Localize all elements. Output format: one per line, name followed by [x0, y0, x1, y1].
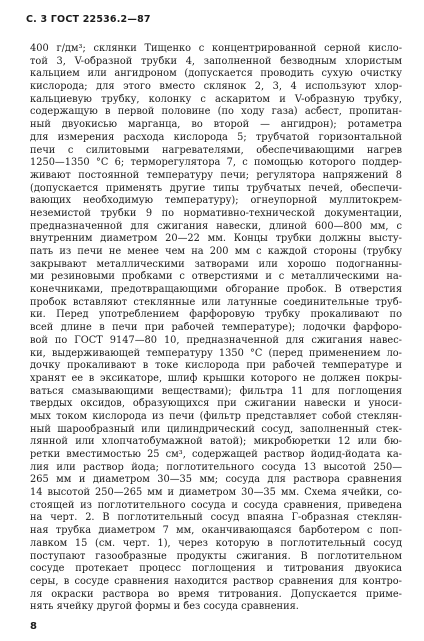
text-line: ный двуокисью марганца, во второй — ангидрон); ротаметра [30, 119, 402, 131]
page-header: С. 3 ГОСТ 22536.2—87 [26, 14, 151, 25]
text-line: живают постоянной температуру печи; регулятора напряжений 8 [30, 169, 402, 181]
text-line: ная трубка диаметром 7 мм, оканчивающаяся барботером с поп- [30, 525, 402, 537]
text-line: печи с силитовыми нагревателями, обеспечивающими нагрев [30, 144, 402, 156]
text-line: ми резиновыми пробками с отверстиями и с металлическими на- [30, 271, 402, 283]
text-line: ки, выдерживающей температуру 1350 °C (перед применением ло- [30, 347, 402, 359]
text-line: твердых оксидов, образующихся при сжигании навески и уноси- [30, 398, 402, 410]
text-line: 14 высотой 250—265 мм и диаметром 30—35 мм. Схема ячейки, со- [30, 487, 402, 499]
text-line: пробок вставляют стеклянные или латунные соединительные труб- [30, 296, 402, 308]
text-line: (допускается применять другие типы трубчатых печей, обеспечи- [30, 182, 402, 194]
text-line: лянной или хлопчатобумажной ватой); микробюретки 12 или бю- [30, 436, 402, 448]
text-line: мых током кислорода из печи (фильтр представляет собой стеклян- [30, 410, 402, 422]
text-line: лавком 15 (см. черт. 1), через которую в поглотительный сосуд [30, 537, 402, 549]
body-text [30, 43, 402, 614]
text-line: кальцием или ангидроном (допускается проводить сухую очистку [30, 68, 402, 80]
text-line: серы, в сосуде сравнения находится раствор сравнения для контро- [30, 575, 402, 587]
text-line: кальциевую трубку, колонку с аскаритом и V-образную трубку, [30, 93, 402, 105]
text-line: конечниками, предотвращающими обгорание пробок. В отверстия [30, 284, 402, 296]
text-line: лия или раствор йода; поглотительного сосуда 13 высотой 250— [30, 461, 402, 473]
text-line: вающих необходимую температуру); огнеупорной муллитокрем- [30, 195, 402, 207]
text-line: 400 г/дм³; склянки Тищенко с концентрированной серной кисло- [30, 43, 402, 54]
text-line: кислорода; для этого вместо склянок 2, 3, 4 используют хлор- [30, 81, 402, 93]
text-line: ки. Перед употреблением фарфоровую трубку прокаливают по [30, 309, 402, 321]
page-number: 8 [30, 621, 37, 632]
text-line: той 3, V-образной трубки 4, заполненной безводным хлористым [30, 55, 402, 67]
text-line: ваться смазывающими веществами); фильтра 11 для поглощения [30, 385, 402, 397]
text-line: хранят ее в эксикаторе, шлиф крышки которого не должен покры- [30, 372, 402, 384]
text-line: 265 мм и диаметром 30—35 мм; сосуда для раствора сравнения [30, 474, 402, 486]
text-line: дочку прокаливают в токе кислорода при рабочей температуре и [30, 360, 402, 372]
text-line: поступают газообразные продукты сжигания. В поглотительном [30, 550, 402, 562]
text-line: ретки вместимостью 25 см³, содержащей раствор йодид-йодата ка- [30, 449, 402, 460]
text-line: нять ячейку другой формы и без сосуда сравнения. [30, 601, 299, 613]
text-line: вой по ГОСТ 9147—80 10, предназначенной для сжигания навес- [30, 334, 402, 346]
text-line: ля окраски раствора во время титрования. Допускается приме- [30, 588, 402, 600]
text-line: для измерения расхода кислорода 5; трубчатой горизонтальной [30, 131, 402, 143]
text-line: содержащую в первой половине (по ходу газа) асбест, пропитан- [30, 106, 402, 118]
text-line: на черт. 2. В поглотительный сосуд впаяна Г-образная стеклян- [30, 512, 402, 524]
text-line: ный шарообразный или цилиндрический сосуд, заполненный стек- [30, 423, 402, 435]
text-line: неземистой трубки 9 по нормативно-технической документации, [30, 207, 402, 219]
text-line: 1250—1350 °C 6; терморегулятора 7, с помощью которого поддер- [30, 157, 402, 169]
text-line: предназначенной для сжигания навески, длиной 600—800 мм, с [30, 220, 402, 232]
text-line: внутренним диаметром 20—22 мм. Концы трубки должны высту- [30, 233, 402, 245]
text-line: пать из печи не менее чем на 200 мм с каждой стороны (трубку [30, 246, 402, 257]
text-line: всей длине в печи при рабочей температуре); лодочки фарфоро- [30, 322, 402, 334]
text-line: стоящей из поглотительного сосуда и сосуда сравнения, приведена [30, 499, 402, 511]
text-line: сосуде протекает процесс поглощения и титрования двуокиса [30, 563, 402, 575]
text-line: закрывают металлическими затворами или хорошо подогнанны- [30, 258, 402, 270]
